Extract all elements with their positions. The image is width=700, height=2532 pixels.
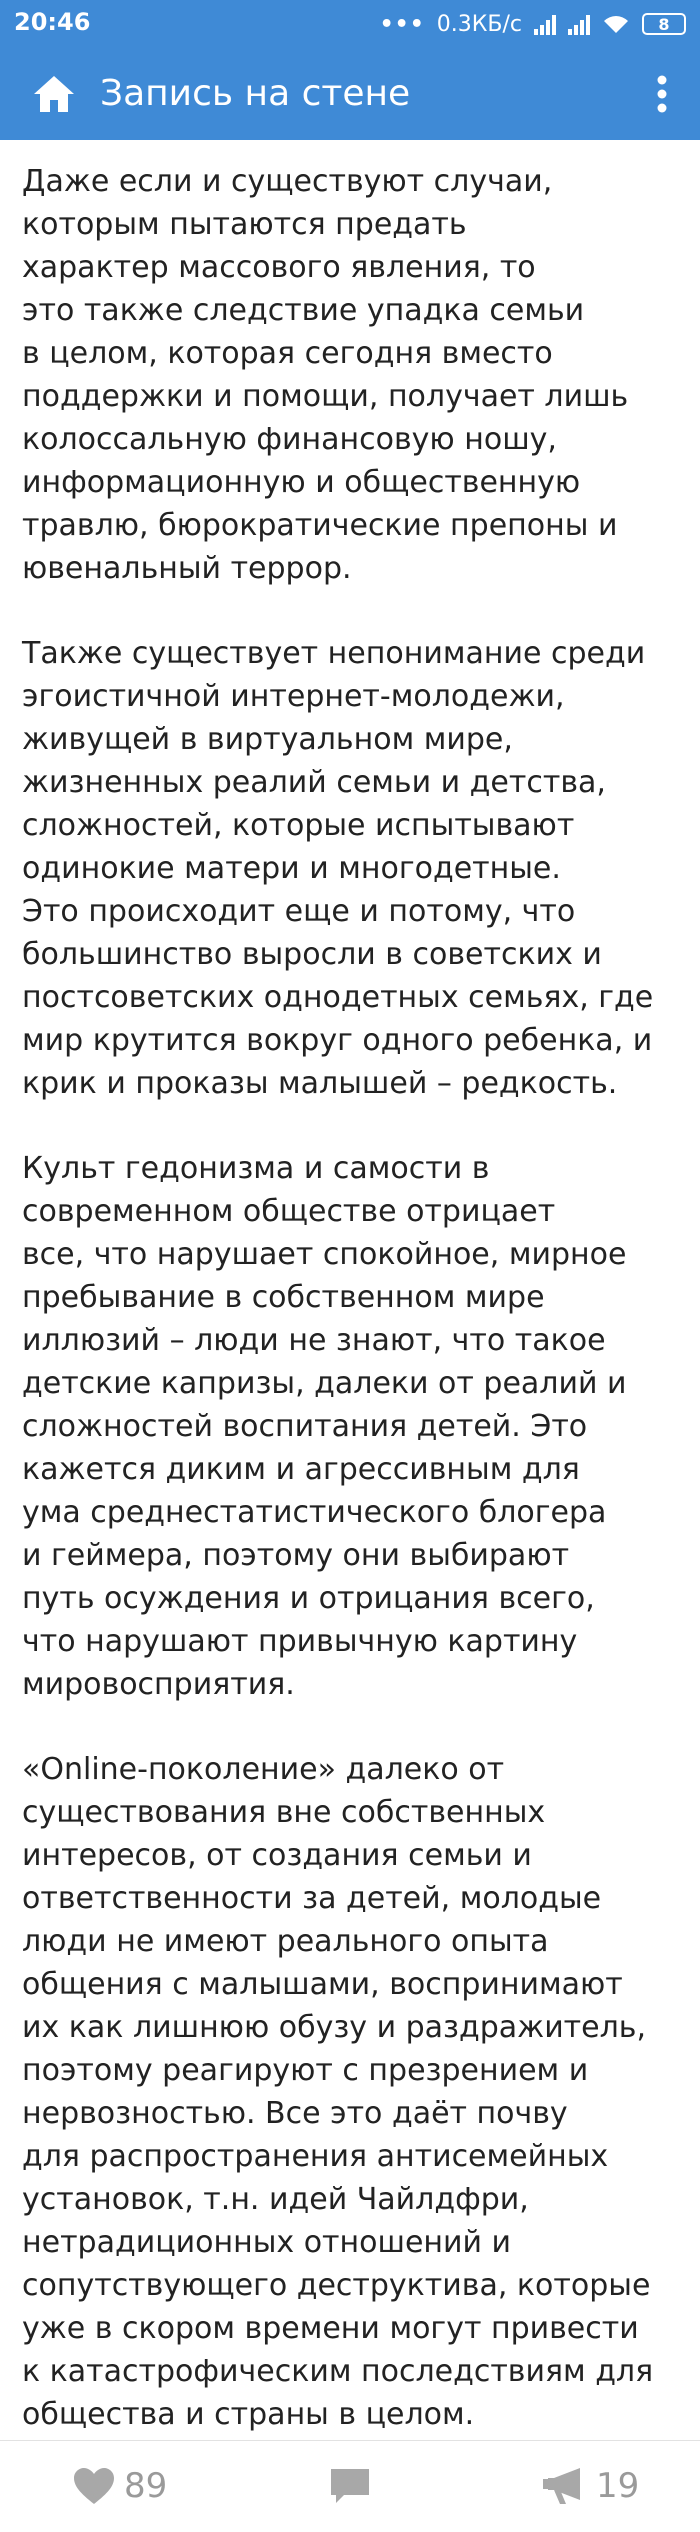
app-bar [0, 48, 700, 140]
likes-count: 89 [124, 2466, 168, 2506]
heart-icon [72, 2466, 116, 2506]
more-notifications-icon: ••• [379, 11, 425, 37]
battery-icon: 8 [642, 13, 686, 35]
status-time: 20:46 [14, 8, 91, 36]
comment-button[interactable] [328, 2463, 372, 2509]
repost-button[interactable] [540, 2463, 639, 2509]
post-paragraph: «Online-поколение» далеко от существования вне собственных интересов, от создания семьи и ответственности за детей, молодые люди не имеют реального опыта общения с малышами, воспринимают их как лишнюю обузу и раздражитель, поэтому реагируют с презрением и нервозностью. Все это даёт почву для распространения антисемейных установок, т.н. идей Чайлдфри, нетрадиционных отношений и сопутствующего деструктива, которые уже в скором времени могут привести к катастрофическим последствиям для общества и страны в целом. [22, 1752, 654, 2432]
reposts-count: 19 [596, 2466, 640, 2506]
like-button[interactable] [72, 2463, 167, 2509]
network-speed: 0.3КБ/с [436, 11, 522, 37]
post-paragraph: Также существует непонимание среди эгоистичной интернет-молодежи, живущей в виртуальном мире, жизненных реалий семьи и детства, сложностей, которые испытывают одинокие матери и многодетные. Это происходит еще и потому, что большинство выросли в советских и постсоветских однодетных семьях, где мир крутится вокруг одного ребенка, и крик и проказы малышей – редкость. [22, 636, 654, 1101]
post-paragraph: Даже если и существуют случаи, которым пытаются предать характер массового явления, то это также следствие упадка семьи в целом, которая сегодня вместо поддержки и помощи, получает лишь колоссальную финансовую ношу, информационную и общественную травлю, бюрократические препоны и ювенальный террор. [22, 164, 629, 586]
signal-icon [534, 13, 556, 35]
status-indicators [380, 8, 686, 40]
signal-icon-2 [568, 13, 590, 35]
page-title: Запись на стене [100, 73, 411, 114]
home-icon[interactable] [30, 70, 78, 118]
megaphone-icon [540, 2465, 588, 2507]
more-vert-icon[interactable] [650, 70, 674, 118]
comment-icon [328, 2466, 372, 2506]
wifi-icon [602, 13, 630, 35]
post-text [22, 160, 682, 2478]
post-paragraph: Культ гедонизма и самости в современном обществе отрицает все, что нарушает спокойное, мирное пребывание в собственном мире иллюзий – люди не знают, что такое детские капризы, далеки от реалий и сложностей воспитания детей. Это кажется диким и агрессивным для ума среднестатистического блогера и геймера, поэтому они выбирают путь осуждения и отрицания всего, что нарушают привычную картину мировосприятия. [22, 1151, 627, 1702]
post-actions [0, 2441, 700, 2532]
status-bar [0, 0, 700, 48]
